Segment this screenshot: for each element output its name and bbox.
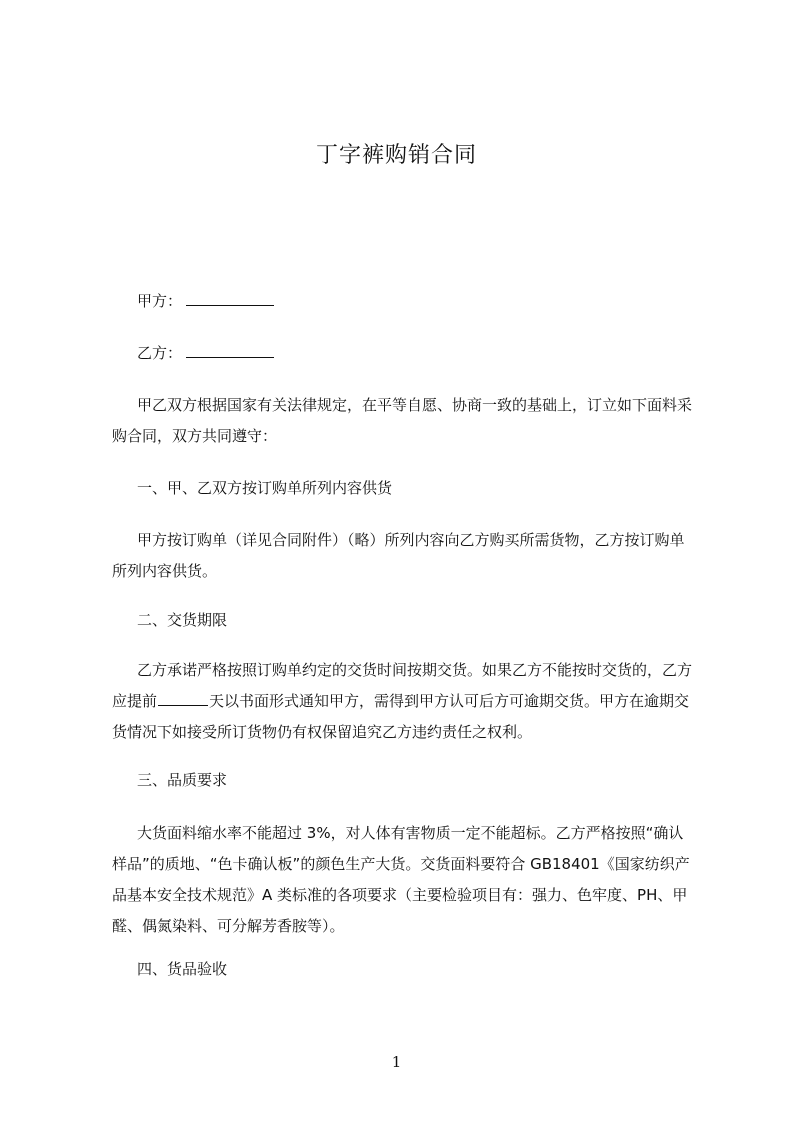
section-2-text-start: 乙方承诺严格按照订购单约定的交货时间按期交货。如果乙方不能按时交货的，乙方应提前 (112, 661, 693, 710)
party-a-blank (186, 291, 274, 306)
section-2-heading: 二、交货期限 (137, 611, 228, 629)
section-3-heading: 三、品质要求 (137, 771, 228, 789)
party-b-line (112, 338, 692, 369)
section-4-heading: 四、货品验收 (137, 960, 228, 978)
intro-paragraph: 甲乙双方根据国家有关法律规定，在平等自愿、协商一致的基础上，订立如下面料采购合同，双方共同遵守： (112, 396, 693, 445)
document-title: 丁字裤购销合同 (315, 143, 477, 168)
section-3-paragraph: 大货面料缩水率不能超过 3%，对人体有害物质一定不能超标。乙方严格按照“确认样品”的质地、“色卡确认板”的颜色生产大货。交货面料要符合 GB18401《国家纺织产品基本安全技术规范》A 类标准的各项要求（主要检验项目有：强力、色牢度、PH、甲醛、偶氮染料、可分解芳香胺等）。 (112, 824, 690, 935)
party-a-label: 甲方： (137, 292, 183, 310)
party-a-line (112, 286, 692, 317)
notice-days-blank (158, 691, 208, 706)
section-1-heading: 一、甲、乙双方按订购单所列内容供货 (137, 479, 393, 497)
party-b-label: 乙方： (137, 344, 183, 362)
page-number: 1 (391, 1053, 402, 1071)
section-1-paragraph: 甲方按订购单（详见合同附件）（略）所列内容向乙方购买所需货物，乙方按订购单所列内容供货。 (112, 531, 685, 580)
section-2-paragraph (112, 655, 692, 748)
party-b-blank (186, 343, 274, 358)
section-2-text-end: 天以书面形式通知甲方，需得到甲方认可后方可逾期交货。甲方在逾期交货情况下如接受所订货物仍有权保留追究乙方违约责任之权利。 (112, 692, 690, 741)
